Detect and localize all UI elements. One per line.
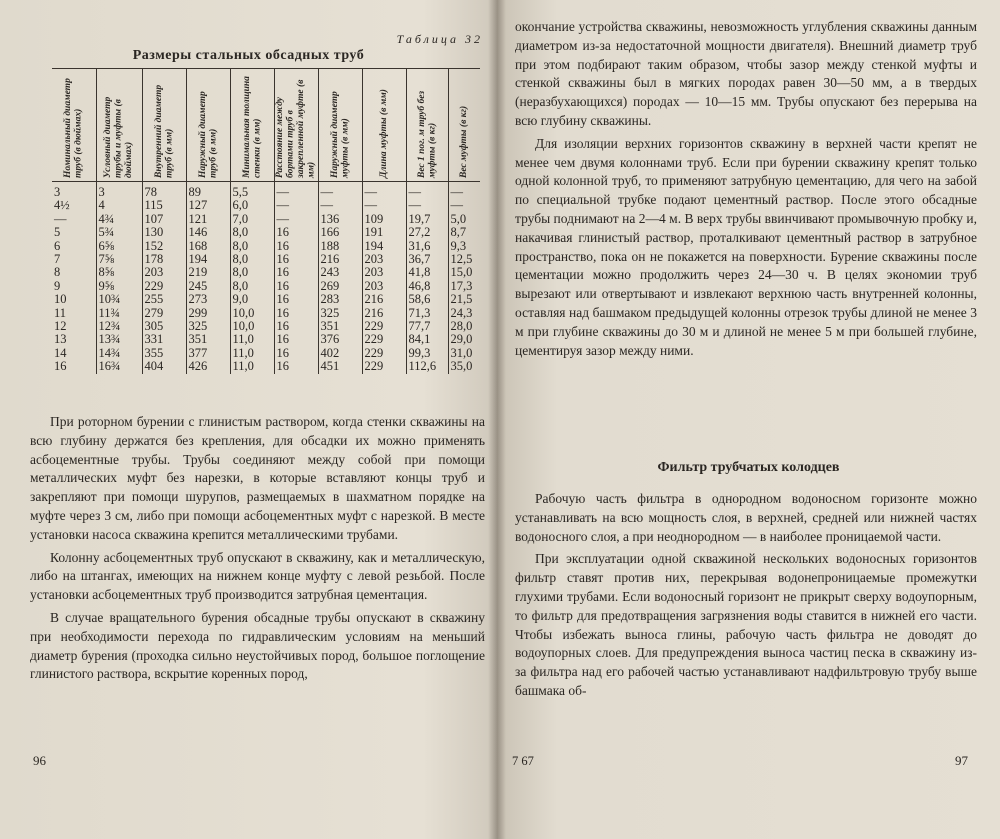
- table-cell: 426: [186, 360, 230, 373]
- table-cell: 109: [362, 213, 406, 226]
- table-header-cell: [318, 69, 362, 182]
- table-cell: 269: [318, 280, 362, 293]
- table-header-label: Номинальный диаметр труб (в дюймах): [63, 78, 84, 178]
- table-header-label: Длина муфты (в мм): [378, 89, 389, 178]
- table-cell: 24,3: [448, 307, 480, 320]
- table-header-cell: [52, 69, 96, 182]
- table-cell: 355: [142, 347, 186, 360]
- table-cell: 273: [186, 293, 230, 306]
- table-cell: 77,7: [406, 320, 448, 333]
- page-number-right: 97: [955, 753, 968, 768]
- paragraph: Колонну асбоцементных труб опускают в скважину, как и металлическую, либо на штангах, имеющих на нижнем конце муфту с левой резьбой. После установки асбоцементных труб производится затрубная цементация.: [30, 549, 485, 603]
- left-page: [0, 0, 497, 839]
- table-cell: 16: [274, 266, 318, 279]
- table-cell: 121: [186, 213, 230, 226]
- table-cell: 283: [318, 293, 362, 306]
- table-cell: 21,5: [448, 293, 480, 306]
- table-cell: 3: [96, 182, 142, 200]
- table-cell: 4: [96, 199, 142, 212]
- table-cell: 5,5: [230, 182, 274, 200]
- table-header-cell: [448, 69, 480, 182]
- table-cell: 16: [274, 347, 318, 360]
- table-cell: —: [274, 199, 318, 212]
- table-cell: 8,7: [448, 226, 480, 239]
- table-cell: 404: [142, 360, 186, 373]
- table-cell: —: [362, 199, 406, 212]
- table-cell: 325: [186, 320, 230, 333]
- table-cell: 12: [54, 319, 67, 334]
- table-cell: 17,3: [448, 280, 480, 293]
- table-cell: 10,0: [230, 320, 274, 333]
- page-number-left: 96: [33, 753, 46, 768]
- table-header-cell: [274, 69, 318, 182]
- table-cell: 5¾: [96, 226, 142, 239]
- table-cell: 11¾: [96, 307, 142, 320]
- book-gutter: [488, 0, 506, 839]
- table-row: [52, 320, 480, 333]
- right-body-text-bottom: [515, 490, 977, 701]
- table-cell: 136: [318, 213, 362, 226]
- table-cell: 35,0: [448, 360, 480, 373]
- table-cell: —: [318, 199, 362, 212]
- table-cell: 6⅝: [96, 240, 142, 253]
- table-cell: 89: [186, 182, 230, 200]
- table-cell: 16: [274, 293, 318, 306]
- table-header-label: Вес муфты (в кг): [459, 105, 469, 178]
- table-cell: 9,3: [448, 240, 480, 253]
- table-cell: 11,0: [230, 333, 274, 346]
- table-cell: 216: [318, 253, 362, 266]
- table-header-label: Внутренний диаметр труб (в мм): [153, 84, 174, 178]
- paragraph: окончание устройства скважины, невозможность углубления скважины данным диаметром из-за недостаточной мощности двигателя). Внешний диаметр труб при этом подбирают таким образом, чтобы зазор между стенкой муфты и стенкой скважины был в мягких породах равен 30—50 мм, а в твердых (неразбухающихся) породах — 10—15 мм. Трубы опускают без перерыва на всю глубину скважины.: [515, 19, 977, 128]
- table-body: [52, 182, 480, 374]
- table-row: [52, 226, 480, 239]
- table-cell: 16: [274, 333, 318, 346]
- table-cell: 7: [54, 252, 61, 267]
- table-cell: 255: [142, 293, 186, 306]
- table-cell: 325: [318, 307, 362, 320]
- table-header-label: Расстояние между бортами труб в закрепленной муфте (в мм): [275, 79, 317, 178]
- table-cell: 8,0: [230, 280, 274, 293]
- table-cell: 7,0: [230, 213, 274, 226]
- table-cell: 194: [362, 240, 406, 253]
- paragraph: В случае вращательного бурения обсадные трубы опускают в скважину при необходимости перехода по гидравлическим условиям на меньший диаметр бурения (проходка сильно неустойчивых пород, большое поглощение глинистого раствора, вскрытие коренных пород,: [30, 609, 485, 682]
- table-cell: 219: [186, 266, 230, 279]
- table-row: [52, 213, 480, 226]
- table-cell: 451: [318, 360, 362, 373]
- table-row: [52, 293, 480, 306]
- table-row: [52, 182, 480, 200]
- table-header-label: Условный диаметр трубы и муфты (в дюймах): [103, 96, 135, 178]
- table-cell: 229: [362, 320, 406, 333]
- table-cell: 194: [186, 253, 230, 266]
- table-cell: 16¾: [96, 360, 142, 373]
- table-cell: 16: [274, 253, 318, 266]
- table-cell: 12¾: [96, 320, 142, 333]
- table-cell: 11,0: [230, 347, 274, 360]
- table-cell: 15,0: [448, 266, 480, 279]
- table-row: [52, 280, 480, 293]
- table-cell: 36,7: [406, 253, 448, 266]
- table-cell: 99,3: [406, 347, 448, 360]
- table-cell: 191: [362, 226, 406, 239]
- table-cell: 152: [142, 240, 186, 253]
- table-header-cell: [142, 69, 186, 182]
- table-cell: 229: [142, 280, 186, 293]
- table-cell: 351: [186, 333, 230, 346]
- paragraph: При эксплуатации одной скважиной нескольких водоносных горизонтов фильтр ставят против них, перекрывая водонепроницаемые промежутки глухими трубами. Если водоносный горизонт не прикрыт сверху водоупорным, то фильтр для предотвращения загрязнения воды ставится в нижней его части. Чтобы избежать выноса глины, рабочую часть фильтра не доводят до водоупорных слоев. Для предупреждения выноса частиц песка в скважину из-за фильтра над его рабочей частью устанавливают надфильтровую трубу выше башмака об-: [515, 551, 977, 698]
- table-header-label: Наружный диаметр труб (в мм): [197, 91, 218, 178]
- table-cell: 5: [54, 225, 61, 240]
- table-cell: 216: [362, 307, 406, 320]
- table-cell: 16: [274, 320, 318, 333]
- right-body-text-top: [515, 18, 977, 360]
- table-cell: 203: [362, 280, 406, 293]
- table-cell: 243: [318, 266, 362, 279]
- table-cell: 27,2: [406, 226, 448, 239]
- table-cell: 6,0: [230, 199, 274, 212]
- table-cell: 8,0: [230, 266, 274, 279]
- table-cell: 31,6: [406, 240, 448, 253]
- table-cell: 146: [186, 226, 230, 239]
- table-row: [52, 266, 480, 279]
- right-page: [497, 0, 1000, 839]
- table-row: [52, 360, 480, 373]
- table-cell: 115: [142, 199, 186, 212]
- table-title: Размеры стальных обсадных труб: [132, 48, 365, 63]
- table-cell: 19,7: [406, 213, 448, 226]
- table-cell: 84,1: [406, 333, 448, 346]
- table-cell: 14: [54, 345, 67, 360]
- table-cell: 245: [186, 280, 230, 293]
- table-cell: 203: [362, 266, 406, 279]
- table-cell: 3: [54, 185, 61, 199]
- table-cell: 13¾: [96, 333, 142, 346]
- table-cell: 71,3: [406, 307, 448, 320]
- table-cell: 166: [318, 226, 362, 239]
- left-body-text: [30, 413, 485, 684]
- paragraph: Рабочую часть фильтра в однородном водоносном горизонте можно устанавливать на всю мощность слоя, в верхней, средней или нижней частях водоносного слоя, а при неоднородном — в наиболее проницаемой части.: [515, 491, 977, 544]
- table-cell: 4½: [54, 198, 70, 213]
- table-cell: 7⅝: [96, 253, 142, 266]
- table-row: [52, 347, 480, 360]
- table-cell: 107: [142, 213, 186, 226]
- table-cell: 10: [54, 292, 67, 307]
- table-cell: 229: [362, 360, 406, 373]
- table-header-cell: [230, 69, 274, 182]
- table-cell: —: [448, 199, 480, 212]
- table-cell: —: [318, 182, 362, 200]
- table-cell: 41,8: [406, 266, 448, 279]
- table-cell: 9⅝: [96, 280, 142, 293]
- table-cell: 331: [142, 333, 186, 346]
- table-cell: 16: [274, 307, 318, 320]
- table-cell: 9,0: [230, 293, 274, 306]
- table-cell: —: [406, 182, 448, 200]
- paragraph: Для изоляции верхних горизонтов скважину в верхней части крепят не менее чем двумя колоннами труб. Если при бурении скважину крепят только одной колонной труб, то применяют затрубную цементацию, для чего на забой по специальной трубке подают цементный раствор. После этого обсадные трубы поднимают на 2—4 м. В верх трубы ввинчивают промывочную пробку и, накачивая глинистый раствор, проталкивают цементный раствор в затрубное пространство, пока он не покажется на поверхности. Бурение скважины после цементации можно продолжить через 24—30 ч. В целях экономии труб вырезают или отвертывают и извлекают верхнюю часть внутренней колонны, оставляя над башмаком предыдущей колонны отрезок трубы длиной не менее 3 м при глубине скважины до 30 м и длиной не менее 5 м при большей глубине, цементируя зазор между ними.: [515, 135, 977, 358]
- table-cell: 16: [274, 240, 318, 253]
- table-header-label: Минимальная толщина стенки (в мм): [241, 76, 262, 178]
- table-cell: 13: [54, 332, 67, 347]
- table-cell: —: [362, 182, 406, 200]
- table-cell: 6: [54, 238, 61, 253]
- table-cell: 5,0: [448, 213, 480, 226]
- table-cell: 203: [142, 266, 186, 279]
- table-cell: 127: [186, 199, 230, 212]
- table-cell: 402: [318, 347, 362, 360]
- table-cell: 377: [186, 347, 230, 360]
- table-header-cell: [186, 69, 230, 182]
- table-cell: 14¾: [96, 347, 142, 360]
- table-cell: 28,0: [448, 320, 480, 333]
- table-cell: 130: [142, 226, 186, 239]
- table-cell: 16: [54, 359, 67, 374]
- table-label: Таблица 32: [396, 32, 483, 46]
- table-cell: 351: [318, 320, 362, 333]
- table-cell: 229: [362, 347, 406, 360]
- table-cell: 203: [362, 253, 406, 266]
- printer-signature: 7 67: [512, 754, 534, 768]
- table-cell: 168: [186, 240, 230, 253]
- table-cell: 8,0: [230, 240, 274, 253]
- table-cell: —: [54, 211, 67, 226]
- table-cell: 8: [54, 265, 61, 280]
- table-header-cell: [362, 69, 406, 182]
- table-cell: 188: [318, 240, 362, 253]
- table-cell: 16: [274, 360, 318, 373]
- table-row: [52, 240, 480, 253]
- table-cell: 216: [362, 293, 406, 306]
- casing-pipe-table: [52, 68, 480, 374]
- table-cell: —: [448, 182, 480, 200]
- table-cell: 31,0: [448, 347, 480, 360]
- table-cell: 58,6: [406, 293, 448, 306]
- table-cell: 8⅝: [96, 266, 142, 279]
- table-header-label: Наружный диаметр муфты (в мм): [329, 91, 350, 178]
- table-cell: 29,0: [448, 333, 480, 346]
- table-header-cell: [406, 69, 448, 182]
- table-cell: 299: [186, 307, 230, 320]
- table-cell: 112,6: [406, 360, 448, 373]
- table-cell: 12,5: [448, 253, 480, 266]
- table-cell: 46,8: [406, 280, 448, 293]
- table-header-row: [52, 69, 480, 182]
- table-cell: —: [274, 182, 318, 200]
- table-cell: —: [274, 213, 318, 226]
- table-row: [52, 307, 480, 320]
- table-cell: 78: [142, 182, 186, 200]
- table-cell: —: [406, 199, 448, 212]
- table-cell: 9: [54, 278, 61, 293]
- table-cell: 8,0: [230, 253, 274, 266]
- table-cell: 229: [362, 333, 406, 346]
- table-row: [52, 333, 480, 346]
- table-header-label: Вес 1 пог. м труб без муфты (в кг): [416, 90, 437, 178]
- table-cell: 8,0: [230, 226, 274, 239]
- table-cell: 376: [318, 333, 362, 346]
- section-heading: Фильтр трубчатых колодцев: [657, 460, 840, 475]
- table-cell: 279: [142, 307, 186, 320]
- table-cell: 11: [54, 305, 67, 320]
- paragraph: При роторном бурении с глинистым раствором, когда стенки скважины на всю глубину держатся без крепления, для обсадки их можно применять асбоцементные трубы. Трубы соединяют между собой при помощи металлических муфт без нарезки, в которые вставляют концы труб и закрепляют при помощи шурупов, размещаемых в шахматном порядке на муфте через 3 см, либо при помощи асбоцементных муфт с нарезкой. В месте установки насоса скважина крепится металлическими трубами.: [30, 414, 485, 542]
- table-row: [52, 199, 480, 212]
- table-cell: 11,0: [230, 360, 274, 373]
- table-cell: 16: [274, 280, 318, 293]
- table-cell: 4¾: [96, 213, 142, 226]
- table-cell: 305: [142, 320, 186, 333]
- table-row: [52, 253, 480, 266]
- table-header-cell: [96, 69, 142, 182]
- table-cell: 16: [274, 226, 318, 239]
- table-cell: 178: [142, 253, 186, 266]
- table-cell: 10,0: [230, 307, 274, 320]
- table-cell: 10¾: [96, 293, 142, 306]
